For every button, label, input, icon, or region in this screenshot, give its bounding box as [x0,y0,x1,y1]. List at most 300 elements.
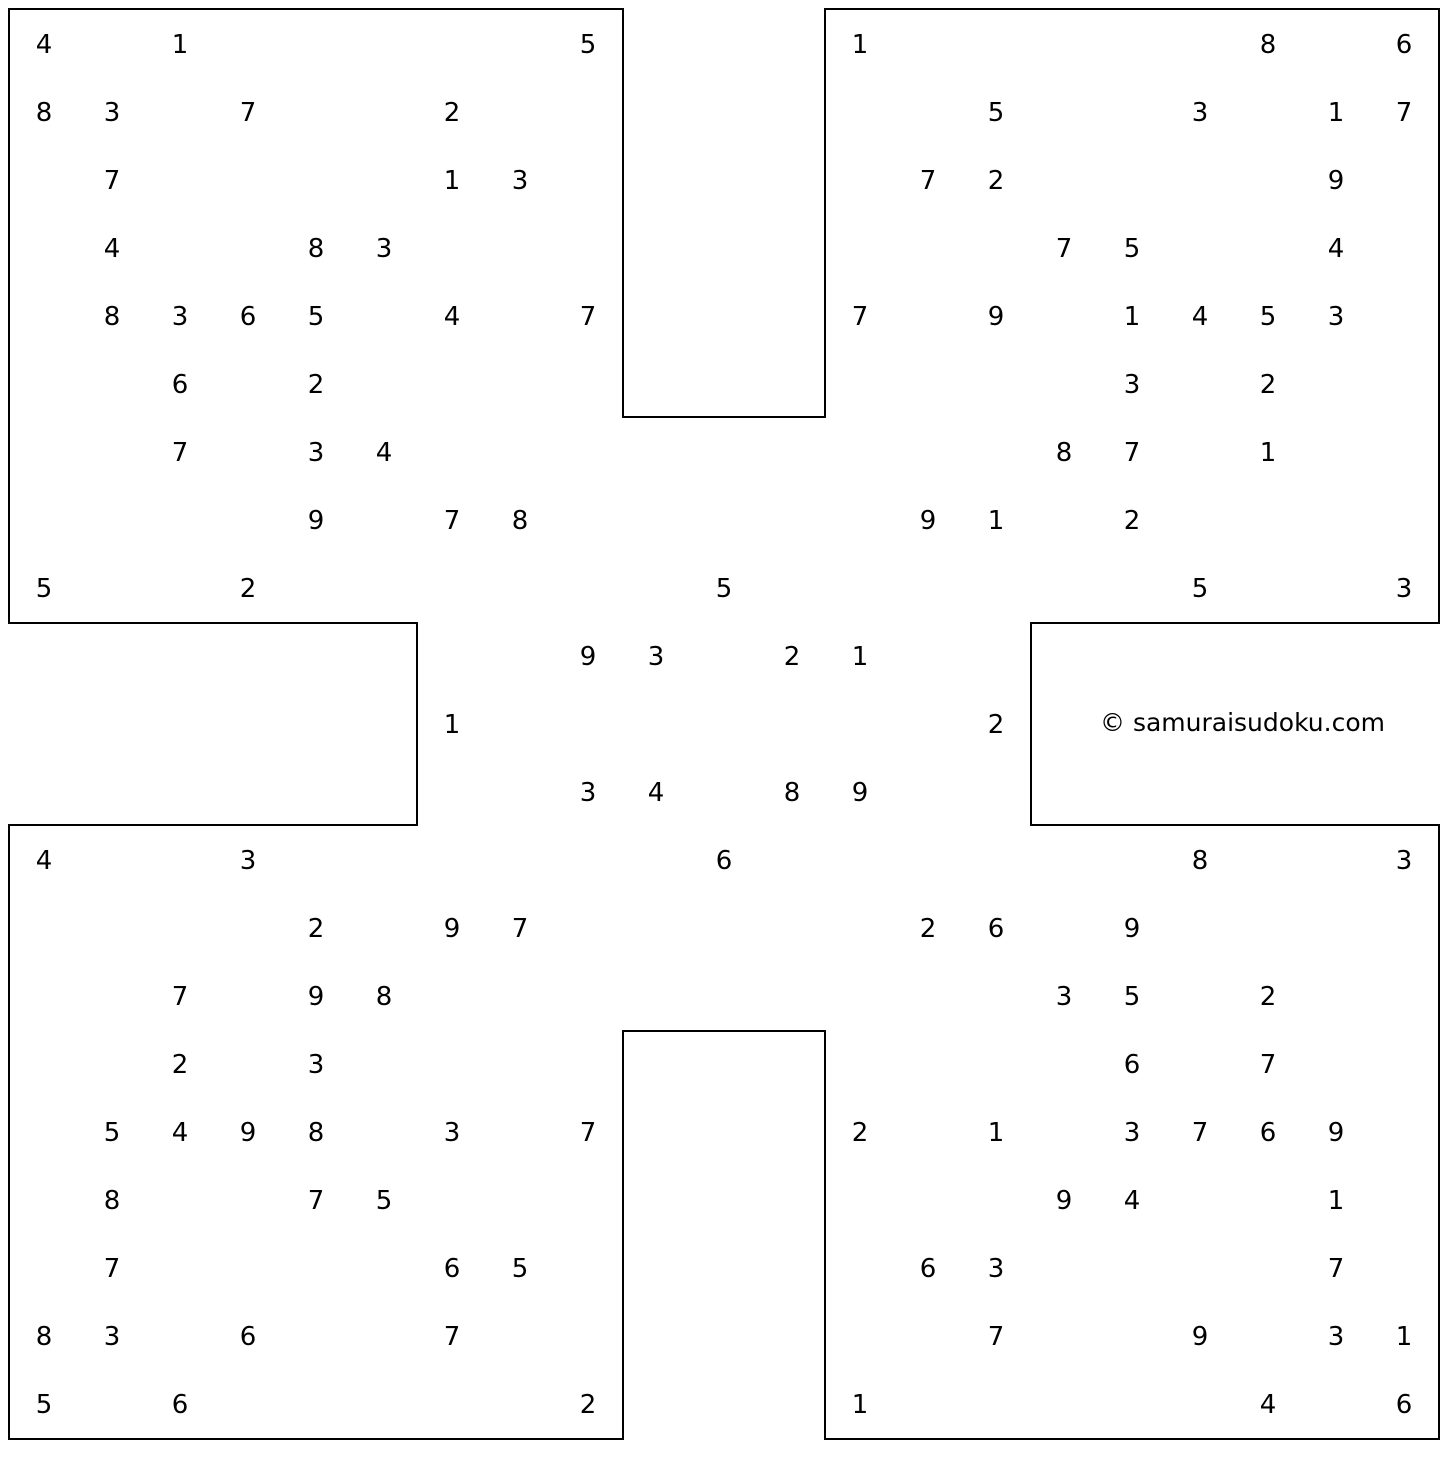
sudoku-cell[interactable] [1030,10,1098,78]
sudoku-cell[interactable] [350,146,418,214]
sudoku-cell[interactable] [418,826,486,894]
sudoku-cell[interactable] [758,554,826,622]
sudoku-cell[interactable] [1030,282,1098,350]
sudoku-cell[interactable] [418,214,486,282]
sudoku-cell[interactable] [282,146,350,214]
sudoku-cell[interactable] [486,1370,554,1438]
given-digit: 1 [1123,302,1141,332]
sudoku-cell[interactable] [486,1166,554,1234]
given-digit: 4 [1191,302,1209,332]
sudoku-cell[interactable] [350,1234,418,1302]
sudoku-cell[interactable] [894,1098,962,1166]
sudoku-cell[interactable] [418,1166,486,1234]
sudoku-cell[interactable] [350,350,418,418]
sudoku-cell[interactable] [554,1166,622,1234]
given-digit: 7 [171,438,189,468]
given-digit: 2 [919,914,937,944]
given-digit: 9 [919,506,937,536]
sudoku-cell[interactable] [146,214,214,282]
sudoku-cell[interactable] [1302,418,1370,486]
sudoku-cell[interactable] [1370,1166,1438,1234]
sudoku-cell[interactable] [1234,1234,1302,1302]
sudoku-cell[interactable] [1030,1234,1098,1302]
sudoku-cell[interactable] [350,894,418,962]
sudoku-cell[interactable] [486,826,554,894]
sudoku-cell[interactable] [554,146,622,214]
given-digit: 7 [443,1322,461,1352]
sudoku-cell[interactable] [10,486,78,554]
given-digit: 3 [1123,370,1141,400]
sudoku-cell[interactable] [486,214,554,282]
sudoku-cell[interactable] [554,826,622,894]
sudoku-cell[interactable] [622,418,690,486]
sudoku-cell[interactable] [1166,962,1234,1030]
sudoku-cell[interactable] [486,418,554,486]
sudoku-cell[interactable] [1302,350,1370,418]
sudoku-cell[interactable] [622,486,690,554]
sudoku-cell[interactable] [826,214,894,282]
sudoku-cell[interactable] [1302,894,1370,962]
sudoku-cell[interactable] [962,10,1030,78]
given-digit: 7 [103,166,121,196]
sudoku-cell[interactable] [826,350,894,418]
sudoku-cell[interactable] [1166,1234,1234,1302]
sudoku-cell[interactable] [622,554,690,622]
sudoku-cell[interactable] [1166,10,1234,78]
sudoku-cell[interactable] [418,758,486,826]
sudoku-cell[interactable] [894,282,962,350]
sudoku-cell[interactable] [1234,486,1302,554]
sudoku-cell[interactable] [1030,1030,1098,1098]
sudoku-cell[interactable] [826,146,894,214]
sudoku-cell[interactable] [758,486,826,554]
sudoku-cell[interactable] [554,894,622,962]
sudoku-cell[interactable] [894,418,962,486]
sudoku-cell[interactable] [350,486,418,554]
given-digit: 3 [307,438,325,468]
sudoku-cell[interactable] [1302,1030,1370,1098]
given-digit: 3 [1191,98,1209,128]
sudoku-cell[interactable] [350,78,418,146]
sudoku-cell[interactable] [622,826,690,894]
sudoku-cell[interactable] [1030,350,1098,418]
sudoku-cell[interactable] [486,350,554,418]
sudoku-cell[interactable] [282,1234,350,1302]
given-digit: 2 [1259,982,1277,1012]
sudoku-cell[interactable] [554,78,622,146]
sudoku-cell[interactable] [1098,10,1166,78]
sudoku-cell[interactable] [1166,350,1234,418]
sudoku-cell[interactable] [350,10,418,78]
sudoku-cell[interactable] [146,1234,214,1302]
given-digit: 1 [851,642,869,672]
sudoku-cell[interactable] [418,962,486,1030]
sudoku-cell[interactable] [486,758,554,826]
sudoku-cell[interactable] [10,1166,78,1234]
given-digit: 9 [307,982,325,1012]
sudoku-cell[interactable] [894,962,962,1030]
sudoku-cell[interactable] [10,214,78,282]
sudoku-cell[interactable] [1166,1030,1234,1098]
sudoku-cell[interactable] [1234,214,1302,282]
sudoku-cell[interactable] [1370,486,1438,554]
given-digit: 3 [1395,574,1413,604]
sudoku-cell[interactable] [486,690,554,758]
sudoku-cell[interactable] [554,1030,622,1098]
given-digit: 1 [1327,1186,1345,1216]
sudoku-cell[interactable] [418,622,486,690]
sudoku-cell[interactable] [214,1370,282,1438]
sudoku-cell[interactable] [962,758,1030,826]
sudoku-cell[interactable] [826,486,894,554]
sudoku-cell[interactable] [418,554,486,622]
given-digit: 7 [443,506,461,536]
sudoku-cell[interactable] [826,962,894,1030]
sudoku-cell[interactable] [214,418,282,486]
sudoku-cell[interactable] [282,826,350,894]
sudoku-cell[interactable] [554,486,622,554]
sudoku-cell[interactable] [622,690,690,758]
sudoku-cell[interactable] [146,1302,214,1370]
sudoku-cell[interactable] [554,962,622,1030]
sudoku-cell[interactable] [214,1030,282,1098]
sudoku-cell[interactable] [826,418,894,486]
sudoku-cell[interactable] [1166,214,1234,282]
sudoku-cell[interactable] [826,894,894,962]
sudoku-cell[interactable] [758,826,826,894]
sudoku-cell[interactable] [350,826,418,894]
given-digit: 2 [1123,506,1141,536]
given-digit: 3 [103,1322,121,1352]
sudoku-cell[interactable] [10,1030,78,1098]
sudoku-cell[interactable] [1234,1302,1302,1370]
sudoku-cell[interactable] [1030,1098,1098,1166]
sudoku-cell[interactable] [894,554,962,622]
sudoku-cell[interactable] [486,962,554,1030]
sudoku-cell[interactable] [1030,78,1098,146]
sudoku-cell[interactable] [894,10,962,78]
sudoku-cell[interactable] [350,554,418,622]
sudoku-cell[interactable] [1030,486,1098,554]
sudoku-cell[interactable] [1166,146,1234,214]
sudoku-cell[interactable] [1030,554,1098,622]
given-digit: 6 [919,1254,937,1284]
sudoku-cell[interactable] [10,282,78,350]
sudoku-cell[interactable] [1234,146,1302,214]
sudoku-cell[interactable] [554,418,622,486]
sudoku-cell[interactable] [10,894,78,962]
sudoku-cell[interactable] [1098,826,1166,894]
sudoku-cell[interactable] [1370,962,1438,1030]
given-digit: 7 [987,1322,1005,1352]
given-digit: 7 [851,302,869,332]
sudoku-cell[interactable] [826,1030,894,1098]
sudoku-cell[interactable] [962,1166,1030,1234]
sudoku-cell[interactable] [962,418,1030,486]
sudoku-cell[interactable] [1030,146,1098,214]
sudoku-cell[interactable] [962,554,1030,622]
sudoku-cell[interactable] [894,758,962,826]
given-digit: 9 [239,1118,257,1148]
sudoku-cell[interactable] [282,1302,350,1370]
sudoku-cell[interactable] [894,1370,962,1438]
sudoku-cell[interactable] [1302,486,1370,554]
sudoku-cell[interactable] [1370,894,1438,962]
sudoku-cell[interactable] [1370,350,1438,418]
sudoku-cell[interactable] [1098,1234,1166,1302]
sudoku-cell[interactable] [894,1030,962,1098]
sudoku-cell[interactable] [78,418,146,486]
sudoku-cell[interactable] [214,894,282,962]
sudoku-cell[interactable] [486,1030,554,1098]
sudoku-cell[interactable] [1166,1370,1234,1438]
sudoku-cell[interactable] [214,1234,282,1302]
sudoku-cell[interactable] [350,282,418,350]
sudoku-cell[interactable] [894,1302,962,1370]
given-digit: 3 [987,1254,1005,1284]
given-digit: 7 [1055,234,1073,264]
sudoku-cell[interactable] [146,146,214,214]
sudoku-cell[interactable] [1302,10,1370,78]
sudoku-cell[interactable] [486,282,554,350]
sudoku-cell[interactable] [962,1370,1030,1438]
given-digit: 2 [307,370,325,400]
given-digit: 9 [443,914,461,944]
sudoku-cell[interactable] [962,826,1030,894]
sudoku-cell[interactable] [894,1166,962,1234]
sudoku-cell[interactable] [350,1030,418,1098]
sudoku-cell[interactable] [826,78,894,146]
sudoku-cell[interactable] [146,554,214,622]
sudoku-cell[interactable] [146,826,214,894]
sudoku-cell[interactable] [214,146,282,214]
sudoku-cell[interactable] [78,486,146,554]
sudoku-cell[interactable] [1166,894,1234,962]
sudoku-cell[interactable] [894,826,962,894]
given-digit: 7 [103,1254,121,1284]
sudoku-cell[interactable] [350,1302,418,1370]
sudoku-cell[interactable] [962,350,1030,418]
sudoku-cell[interactable] [418,10,486,78]
given-digit: 3 [1055,982,1073,1012]
sudoku-cell[interactable] [282,10,350,78]
given-digit: 8 [511,506,529,536]
sudoku-cell[interactable] [214,214,282,282]
sudoku-cell[interactable] [554,554,622,622]
sudoku-cell[interactable] [486,10,554,78]
sudoku-cell[interactable] [78,962,146,1030]
sudoku-cell[interactable] [690,690,758,758]
sudoku-cell[interactable] [1234,78,1302,146]
given-digit: 5 [1123,982,1141,1012]
given-digit: 7 [1191,1118,1209,1148]
sudoku-cell[interactable] [1302,962,1370,1030]
sudoku-cell[interactable] [554,1234,622,1302]
given-digit: 8 [1259,30,1277,60]
sudoku-cell[interactable] [1030,1302,1098,1370]
given-digit: 2 [579,1390,597,1420]
sudoku-cell[interactable] [418,1030,486,1098]
sudoku-cell[interactable] [758,962,826,1030]
sudoku-cell[interactable] [1234,554,1302,622]
sudoku-cell[interactable] [282,554,350,622]
sudoku-cell[interactable] [826,1302,894,1370]
given-digit: 4 [1123,1186,1141,1216]
sudoku-cell[interactable] [1030,894,1098,962]
given-digit: 5 [1191,574,1209,604]
sudoku-cell[interactable] [214,1166,282,1234]
sudoku-cell[interactable] [894,690,962,758]
sudoku-cell[interactable] [1234,894,1302,962]
sudoku-cell[interactable] [1234,1166,1302,1234]
sudoku-cell[interactable] [486,1302,554,1370]
sudoku-cell[interactable] [962,622,1030,690]
sudoku-cell[interactable] [826,1166,894,1234]
given-digit: 7 [579,302,597,332]
sudoku-cell[interactable] [690,962,758,1030]
sudoku-cell[interactable] [418,418,486,486]
sudoku-cell[interactable] [690,758,758,826]
sudoku-cell[interactable] [10,350,78,418]
sudoku-cell[interactable] [554,350,622,418]
sudoku-cell[interactable] [1302,554,1370,622]
given-digit: 3 [1123,1118,1141,1148]
sudoku-cell[interactable] [826,826,894,894]
sudoku-cell[interactable] [1166,1166,1234,1234]
sudoku-cell[interactable] [78,894,146,962]
sudoku-cell[interactable] [1370,1234,1438,1302]
sudoku-cell[interactable] [826,690,894,758]
sudoku-cell[interactable] [486,622,554,690]
sudoku-cell[interactable] [1370,282,1438,350]
given-digit: 1 [987,1118,1005,1148]
sudoku-cell[interactable] [486,78,554,146]
sudoku-cell[interactable] [214,486,282,554]
sudoku-cell[interactable] [690,418,758,486]
sudoku-cell[interactable] [10,1234,78,1302]
sudoku-cell[interactable] [894,622,962,690]
sudoku-cell[interactable] [690,894,758,962]
sudoku-cell[interactable] [1098,1370,1166,1438]
sudoku-cell[interactable] [1370,1098,1438,1166]
given-digit: 7 [239,98,257,128]
sudoku-cell[interactable] [1302,1370,1370,1438]
sudoku-cell[interactable] [1370,1030,1438,1098]
given-digit: 9 [987,302,1005,332]
sudoku-cell[interactable] [894,214,962,282]
sudoku-cell[interactable] [214,962,282,1030]
given-digit: 7 [1123,438,1141,468]
given-digit: 4 [443,302,461,332]
sudoku-cell[interactable] [78,1370,146,1438]
sudoku-cell[interactable] [1370,418,1438,486]
sudoku-cell[interactable] [146,1166,214,1234]
sudoku-cell[interactable] [554,690,622,758]
sudoku-cell[interactable] [962,214,1030,282]
given-digit: 2 [1259,370,1277,400]
sudoku-cell[interactable] [486,1098,554,1166]
given-digit: 3 [1395,846,1413,876]
sudoku-cell[interactable] [10,418,78,486]
sudoku-cell[interactable] [1302,826,1370,894]
given-digit: 1 [171,30,189,60]
sudoku-cell[interactable] [10,146,78,214]
sudoku-cell[interactable] [1370,214,1438,282]
sudoku-cell[interactable] [282,78,350,146]
sudoku-cell[interactable] [418,350,486,418]
given-digit: 6 [1259,1118,1277,1148]
sudoku-cell[interactable] [962,962,1030,1030]
sudoku-cell[interactable] [1098,1302,1166,1370]
given-digit: 2 [987,710,1005,740]
sudoku-cell[interactable] [1234,826,1302,894]
given-digit: 1 [1259,438,1277,468]
sudoku-cell[interactable] [146,78,214,146]
given-digit: 1 [851,30,869,60]
sudoku-cell[interactable] [214,350,282,418]
sudoku-cell[interactable] [690,622,758,690]
sudoku-cell[interactable] [146,894,214,962]
sudoku-cell[interactable] [622,962,690,1030]
given-digit: 6 [239,302,257,332]
sudoku-cell[interactable] [78,10,146,78]
sudoku-cell[interactable] [894,78,962,146]
sudoku-cell[interactable] [10,962,78,1030]
sudoku-cell[interactable] [146,486,214,554]
sudoku-cell[interactable] [1098,554,1166,622]
sudoku-cell[interactable] [758,690,826,758]
sudoku-cell[interactable] [894,350,962,418]
sudoku-cell[interactable] [622,894,690,962]
given-digit: 7 [919,166,937,196]
sudoku-cell[interactable] [486,554,554,622]
sudoku-cell[interactable] [826,1234,894,1302]
sudoku-cell[interactable] [826,554,894,622]
given-digit: 9 [851,778,869,808]
sudoku-cell[interactable] [78,350,146,418]
sudoku-cell[interactable] [1098,146,1166,214]
sudoku-cell[interactable] [1098,78,1166,146]
sudoku-cell[interactable] [78,554,146,622]
sudoku-cell[interactable] [554,214,622,282]
sudoku-cell[interactable] [1370,146,1438,214]
sudoku-cell[interactable] [1030,826,1098,894]
given-digit: 4 [103,234,121,264]
sudoku-cell[interactable] [350,1098,418,1166]
given-digit: 6 [1395,30,1413,60]
given-digit: 2 [307,914,325,944]
sudoku-cell[interactable] [350,1370,418,1438]
sudoku-cell[interactable] [962,1030,1030,1098]
sudoku-cell[interactable] [214,10,282,78]
sudoku-cell[interactable] [78,826,146,894]
given-digit: 1 [987,506,1005,536]
sudoku-cell[interactable] [418,1370,486,1438]
sudoku-cell[interactable] [1166,418,1234,486]
sudoku-cell[interactable] [1030,1370,1098,1438]
sudoku-cell[interactable] [1166,486,1234,554]
sudoku-cell[interactable] [690,486,758,554]
sudoku-cell[interactable] [282,1370,350,1438]
given-digit: 7 [171,982,189,1012]
given-digit: 3 [1327,1322,1345,1352]
given-digit: 7 [1259,1050,1277,1080]
sudoku-cell[interactable] [10,1098,78,1166]
sudoku-cell[interactable] [758,894,826,962]
sudoku-cell[interactable] [758,418,826,486]
sudoku-cell[interactable] [554,1302,622,1370]
sudoku-cell[interactable] [78,1030,146,1098]
